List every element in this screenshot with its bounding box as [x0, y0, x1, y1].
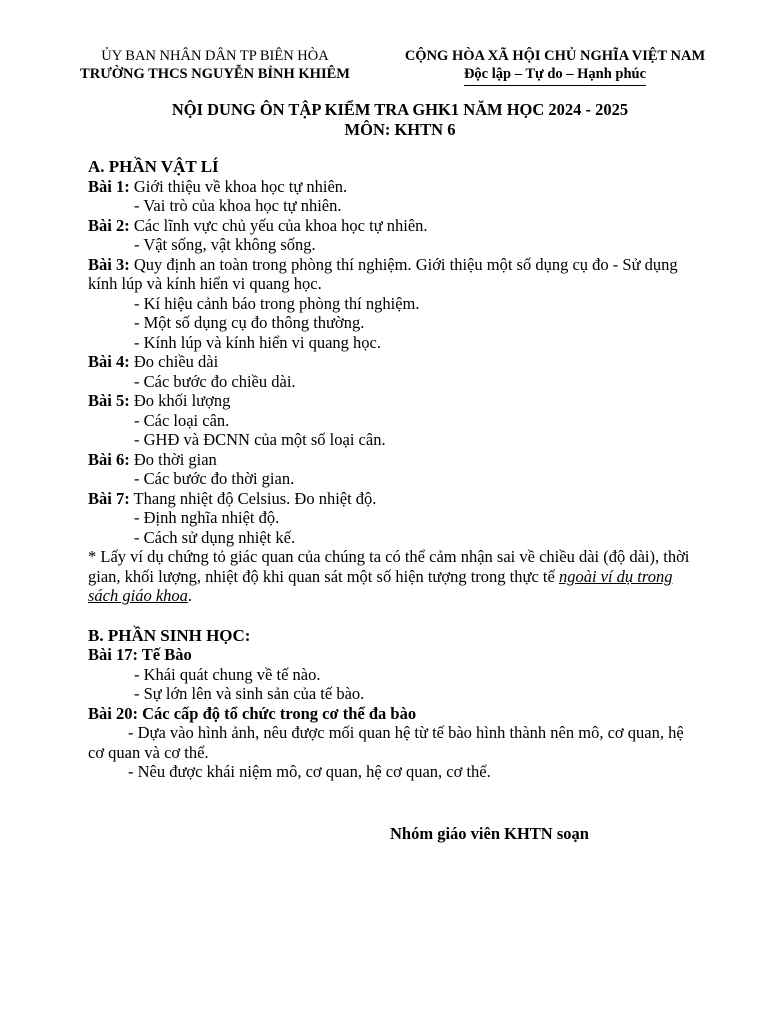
lesson-item: - Vai trò của khoa học tự nhiên.: [134, 196, 342, 215]
header-school: TRƯỜNG THCS NGUYỄN BỈNH KHIÊM: [80, 66, 350, 82]
lesson-item: - Nêu được khái niệm mô, cơ quan, hệ cơ quan, cơ thể.: [128, 762, 491, 781]
physics-note: * Lấy ví dụ chứng tỏ giác quan của chúng ta có thể cảm nhận sai về chiều dài (độ dài), thời gian, khối lượng, nhiệt độ khi quan sát một số hiện tượng trong thực tế ngoài ví dụ trong sách giáo khoa.: [88, 547, 690, 605]
lesson-7: Bài 7: Thang nhiệt độ Celsius. Đo nhiệt độ.: [88, 488, 377, 508]
subject-line: MÔN: KHTN 6: [344, 120, 456, 139]
lesson-2: Bài 2: Các lĩnh vực chủ yếu của khoa học tự nhiên.: [88, 215, 428, 235]
lesson-item: - Kính lúp và kính hiển vi quang học.: [134, 332, 382, 352]
lesson-20-title: Bài 20: Các cấp độ tổ chức trong cơ thể đa bào: [88, 703, 417, 723]
lesson-item: - Cách sử dụng nhiệt kế.: [134, 527, 296, 547]
lesson-3: Bài 3: Quy định an toàn trong phòng thí nghiệm. Giới thiệu một số dụng cụ đo - Sử dụng kính lúp và kính hiển vi quang học.: [88, 254, 678, 293]
lesson-item: - Dựa vào hình ảnh, nêu được mối quan hệ từ tế bào hình thành nên mô, cơ quan, hệ cơ quan và cơ thể.: [88, 723, 684, 762]
lesson-item: - Một số dụng cụ đo thông thường.: [134, 313, 365, 332]
lesson-item: - Vật sống, vật không sống.: [134, 235, 316, 254]
header-left: [60, 47, 370, 83]
lesson-item: - Kí hiệu cảnh báo trong phòng thí nghiệm.: [134, 293, 420, 313]
lesson-5: Bài 5: Đo khối lượng: [88, 391, 231, 410]
header-country: CỘNG HÒA XÃ HỘI CHỦ NGHĨA VIỆT NAM: [404, 48, 706, 64]
document-title: [0, 100, 768, 140]
section-a-heading: A. PHẦN VẬT LÍ: [88, 157, 219, 176]
document-body: [88, 157, 698, 782]
lesson-item: - Khái quát chung về tế nào.: [134, 664, 321, 684]
lesson-item: - Các bước đo chiều dài.: [134, 371, 296, 391]
lesson-item: - GHĐ và ĐCNN của một số loại cân.: [134, 430, 386, 449]
lesson-item: - Các loại cân.: [134, 410, 230, 430]
lesson-6: Bài 6: Đo thời gian: [88, 449, 217, 469]
header-right: [380, 47, 730, 86]
lesson-1: Bài 1: Giới thiệu về khoa học tự nhiên.: [88, 176, 348, 196]
note-underlined: ngoài ví dụ trong sách giáo khoa: [88, 566, 673, 605]
lesson-4: Bài 4: Đo chiều dài: [88, 352, 219, 371]
section-b-heading: B. PHẦN SINH HỌC:: [88, 625, 251, 645]
header-motto: Độc lập – Tự do – Hạnh phúc: [464, 65, 646, 86]
lesson-item: - Sự lớn lên và sinh sản của tế bào.: [134, 684, 365, 703]
header-authority: ỦY BAN NHÂN DÂN TP BIÊN HÒA: [101, 48, 329, 64]
lesson-item: - Các bước đo thời gian.: [134, 469, 295, 488]
title-line: NỘI DUNG ÔN TẬP KIỂM TRA GHK1 NĂM HỌC 2024 - 2025: [171, 100, 629, 119]
signature: Nhóm giáo viên KHTN soạn: [390, 824, 589, 843]
lesson-item: - Định nghĩa nhiệt độ.: [134, 508, 280, 527]
lesson-17-title: Bài 17: Tế Bào: [88, 645, 192, 664]
